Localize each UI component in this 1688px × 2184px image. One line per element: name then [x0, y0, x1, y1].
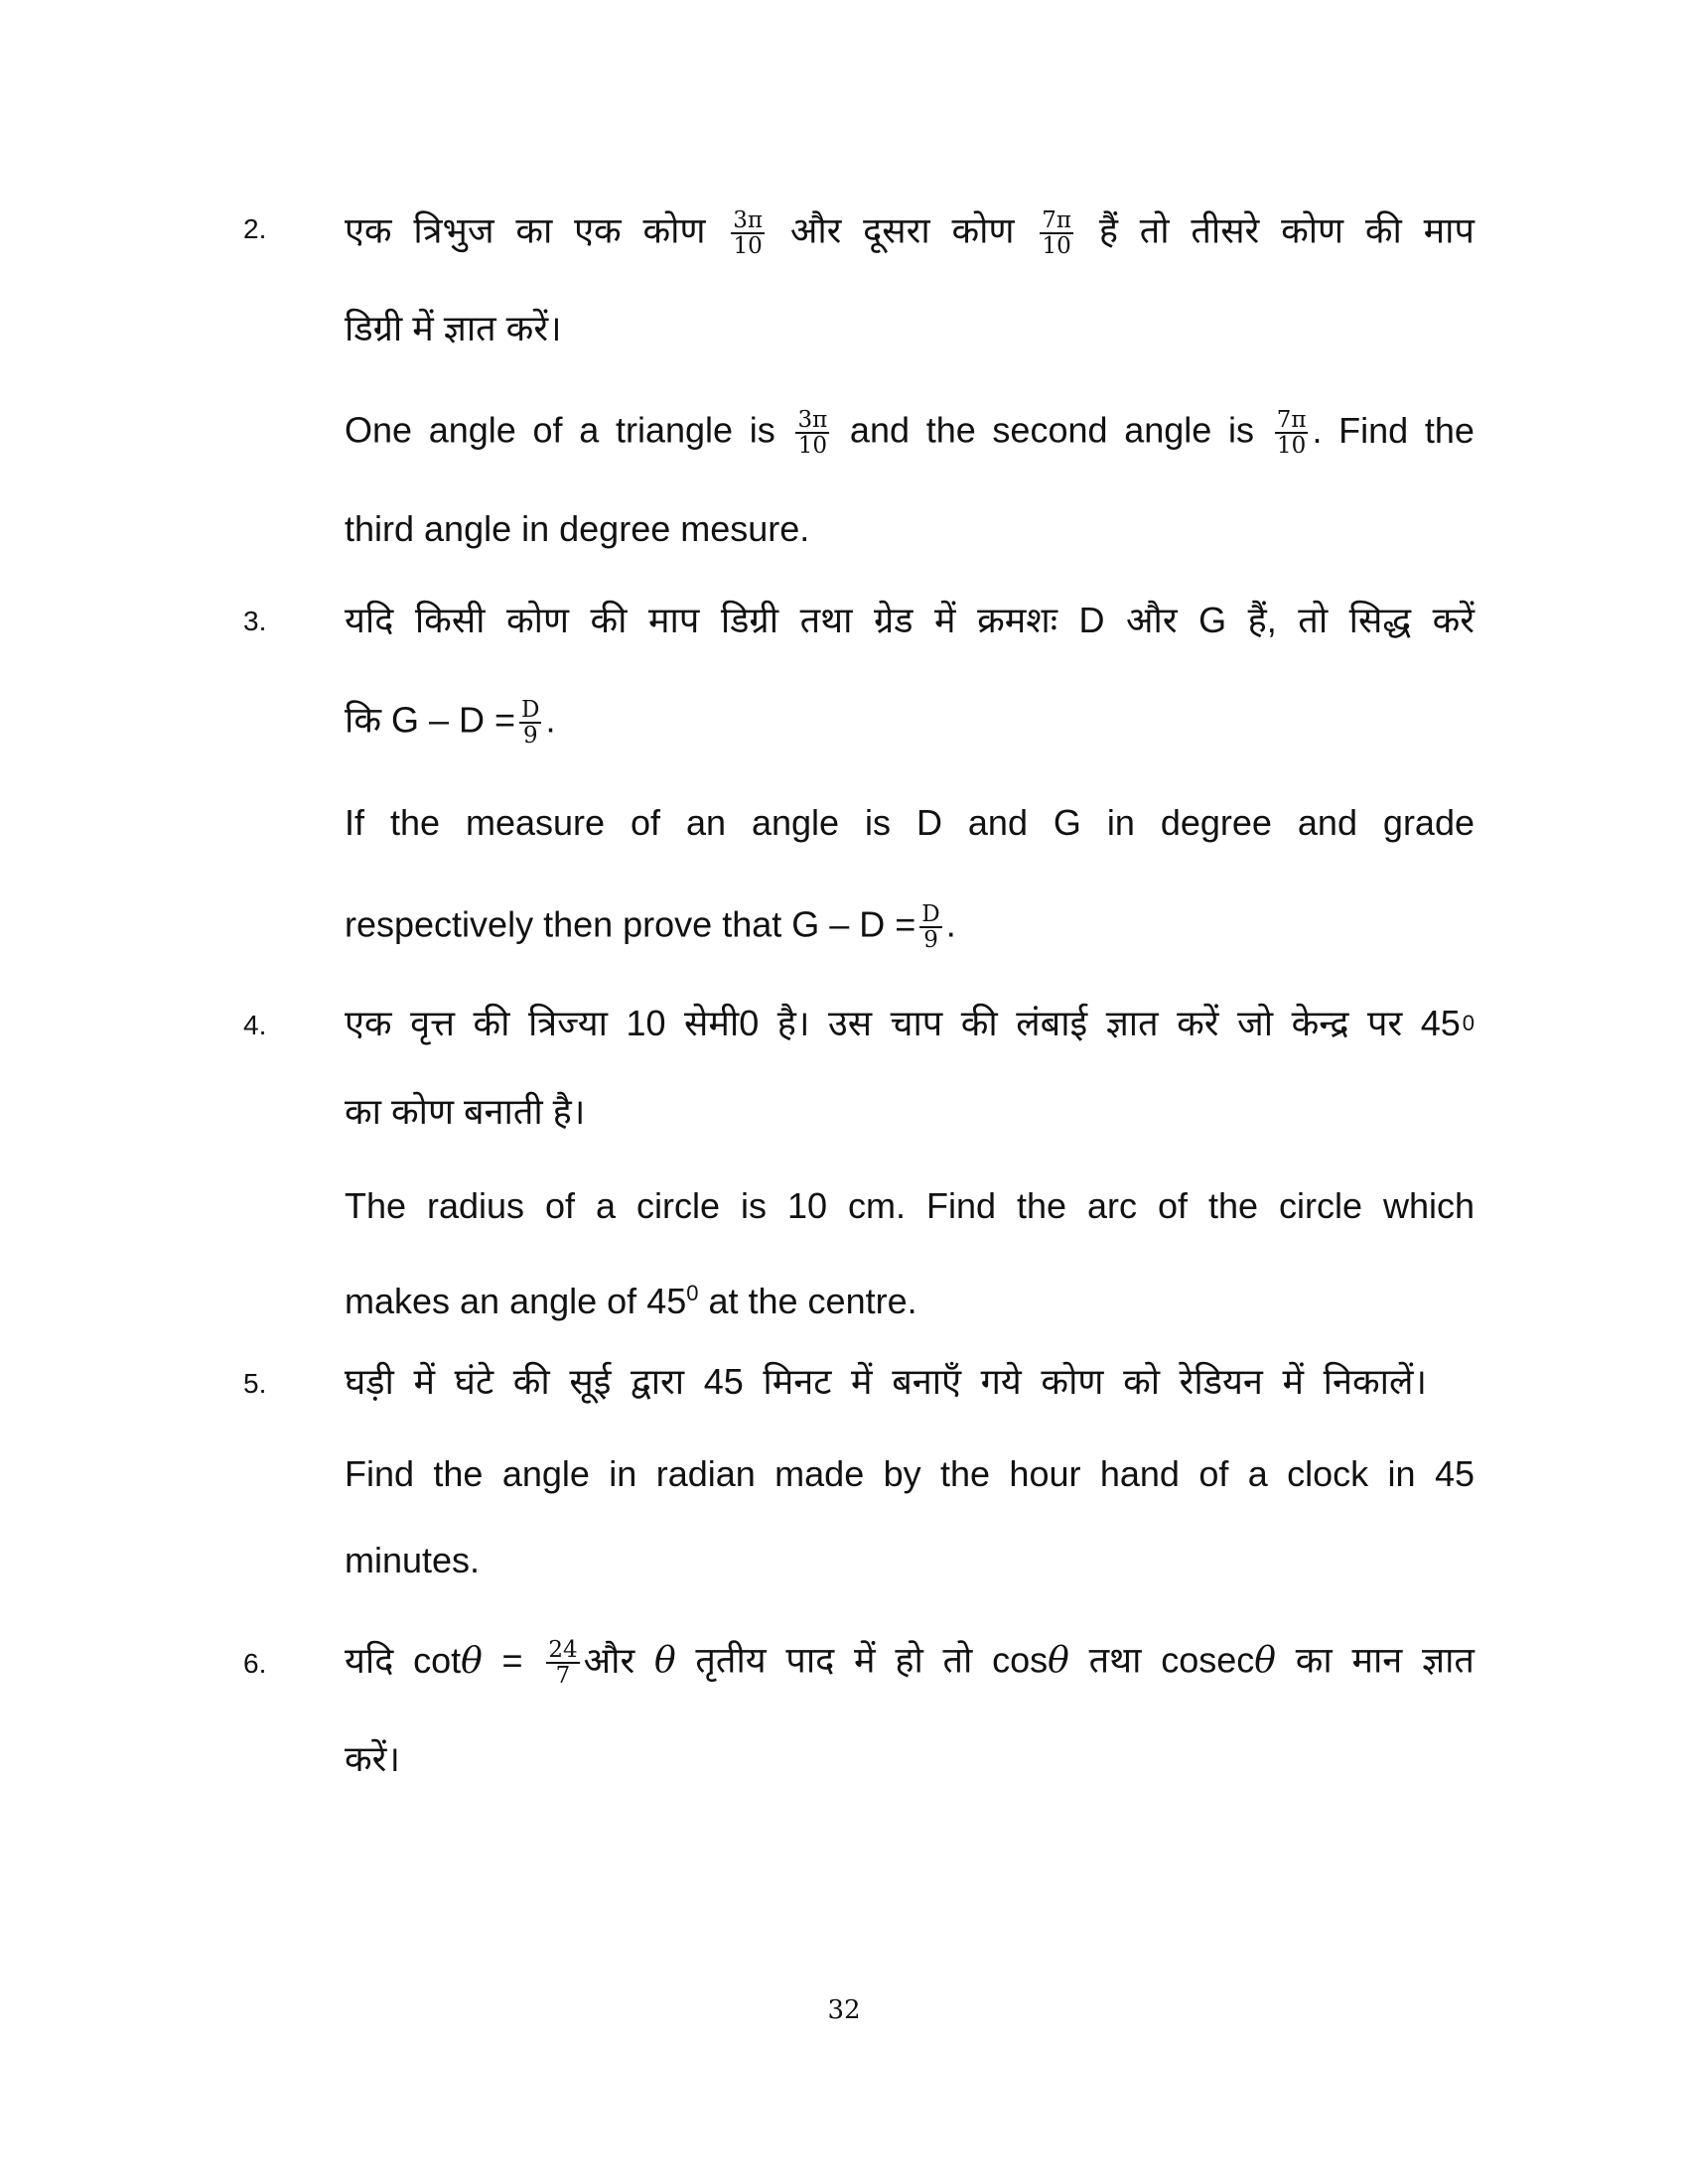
q2-english-line-2: third angle in degree mesure.: [345, 508, 810, 549]
denominator: 10: [733, 233, 763, 259]
numerator: 24: [548, 1637, 578, 1663]
q2-hindi-line-2: डिग्री में ज्ञात करें।: [345, 308, 562, 348]
q2-hindi-line-1: [345, 208, 1475, 258]
text: at the centre.: [698, 1281, 917, 1321]
q5-english-line-2: minutes.: [345, 1540, 481, 1580]
q3-hindi-line-2: [345, 698, 1475, 748]
denominator: 9: [522, 723, 538, 749]
fraction-3pi-10: [795, 408, 829, 458]
denominator: 10: [1276, 433, 1307, 459]
numerator: 3π: [733, 207, 764, 233]
text: makes an angle of 45: [345, 1281, 687, 1321]
text: =: [482, 1639, 523, 1681]
degree-superscript: 0: [686, 1281, 699, 1305]
page-number: 32: [827, 1995, 861, 2025]
question-number-3: 3.: [243, 606, 267, 636]
text: तथा cosec: [1088, 1639, 1255, 1681]
theta: θ: [1254, 1640, 1276, 1682]
text: .: [545, 699, 556, 741]
q5-hindi-line-1: घड़ी में घंटे की सूई द्वारा 45 मिनट में बनाएँ गये कोण को रेडियन में निकालें।: [345, 1361, 1427, 1402]
text: and the second angle is: [849, 409, 1255, 451]
numerator: 7π: [1276, 407, 1307, 433]
numerator: 7π: [1042, 207, 1072, 233]
text: और दूसरा कोण: [789, 209, 1015, 251]
fraction-d-9: [519, 698, 541, 748]
text: . Find the: [1312, 409, 1475, 451]
text: और: [583, 1639, 635, 1681]
numerator: D: [521, 697, 540, 723]
q2-english-line-1: [345, 408, 1475, 458]
text: .: [945, 903, 956, 945]
q3-english-line-2: [345, 902, 1475, 952]
text: एक त्रिभुज का एक कोण: [345, 209, 706, 251]
q4-hindi-line-2: का कोण बनाती है।: [345, 1091, 586, 1132]
fraction-7pi-10: [1275, 408, 1309, 458]
text: respectively then prove that G – D =: [345, 903, 916, 945]
theta: θ: [653, 1640, 676, 1682]
text: का मान ज्ञात: [1295, 1639, 1475, 1681]
denominator: 9: [923, 927, 938, 953]
fraction-d-9: [919, 902, 941, 952]
text: तृतीय पाद में हो तो cos: [695, 1639, 1049, 1681]
q4-english-line-1: The radius of a circle is 10 cm. Find the arc of the circle which: [345, 1185, 1475, 1226]
q3-hindi-line-1: यदि किसी कोण की माप डिग्री तथा ग्रेड में क्रमशः D और G हैं, तो सिद्ध करें: [345, 600, 1475, 640]
q4-hindi-line-1: [345, 1002, 1475, 1045]
text: यदि cot: [345, 1639, 462, 1681]
q4-english-line-2: [345, 1272, 1475, 1323]
denominator: 7: [555, 1663, 571, 1689]
question-number-5: 5.: [243, 1368, 267, 1399]
numerator: 3π: [797, 407, 828, 433]
text: कि G – D =: [345, 699, 516, 741]
numerator: D: [921, 901, 940, 927]
denominator: 10: [1042, 233, 1071, 259]
denominator: 10: [797, 433, 827, 459]
degree-superscript: 0: [1462, 1011, 1475, 1035]
fraction-24-7: [546, 1638, 579, 1688]
q3-english-line-1: If the measure of an angle is D and G in degree and grade: [345, 802, 1475, 843]
text: One angle of a triangle is: [345, 409, 775, 451]
question-number-6: 6.: [243, 1648, 267, 1679]
q6-hindi-line-2: करें।: [345, 1738, 401, 1779]
text: हैं तो तीसरे कोण की माप: [1098, 209, 1475, 251]
fraction-7pi-10: [1040, 208, 1073, 258]
question-number-4: 4.: [243, 1010, 267, 1040]
theta: θ: [461, 1640, 483, 1682]
question-number-2: 2.: [243, 213, 267, 244]
theta: θ: [1048, 1640, 1069, 1682]
fraction-3pi-10: [731, 208, 765, 258]
text: एक वृत्त की त्रिज्या 10 सेमी0 है। उस चाप की लंबाई ज्ञात करें जो केन्द्र पर 45: [345, 1003, 1461, 1043]
q5-english-line-1: Find the angle in radian made by the hour hand of a clock in 45: [345, 1453, 1475, 1494]
q6-hindi-line-1: [345, 1638, 1475, 1688]
